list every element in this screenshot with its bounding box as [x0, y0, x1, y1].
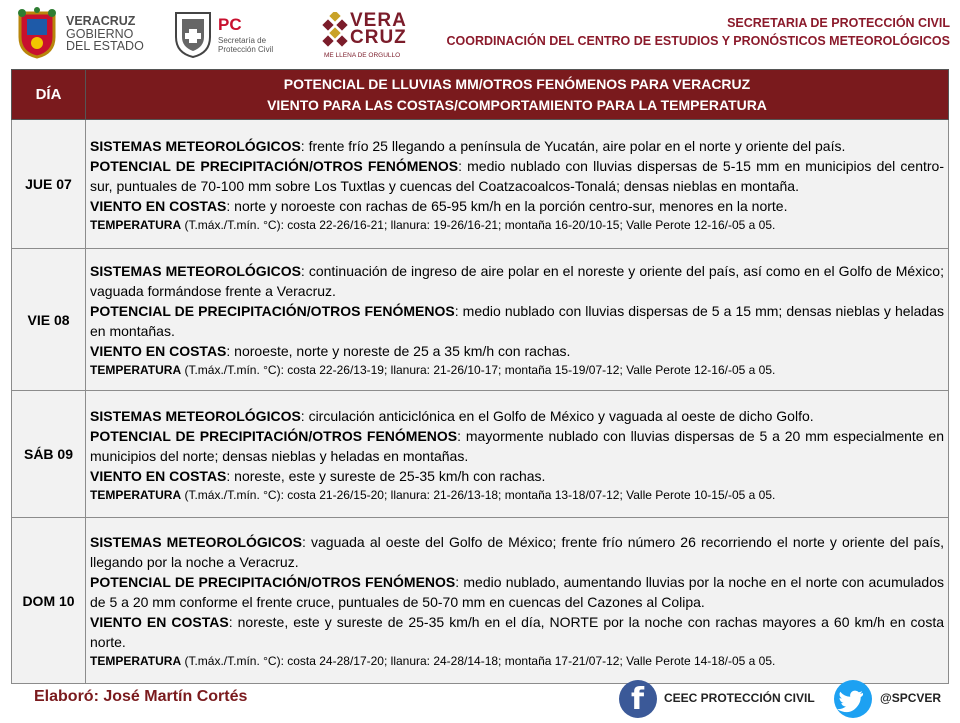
- temperatura-line: [90, 652, 944, 671]
- temperatura-line: [90, 361, 944, 380]
- org-line2: COORDINACIÓN DEL CENTRO DE ESTUDIOS Y PRONÓSTICOS METEOROLÓGICOS: [446, 34, 950, 48]
- viento-line: [90, 466, 944, 486]
- twitter-link[interactable]: @SPCVER: [880, 691, 942, 705]
- coat-of-arms-icon: [14, 7, 60, 59]
- author-credit: Elaboró: José Martín Cortés: [34, 688, 248, 705]
- temperatura-label: TEMPERATURA: [90, 487, 182, 502]
- sistemas-label: SISTEMAS METEOROLÓGICOS: [90, 263, 301, 279]
- twitter-icon[interactable]: [834, 680, 872, 718]
- day-cell: SÁB 09: [12, 391, 86, 518]
- temperatura-label: TEMPERATURA: [90, 654, 182, 668]
- day-cell: JUE 07: [12, 120, 86, 249]
- temperatura-text: (T.máx./T.mín. °C): costa 21-26/15-20; llanura: 21-26/13-18; montaña 13-18/07-12; Valle Perote 10-15/-05 a 05.: [181, 487, 776, 502]
- pc-name: Secretaría de Protección Civil: [218, 36, 274, 54]
- sistemas-label: SISTEMAS METEOROLÓGICOS: [90, 534, 303, 550]
- forecast-cell: [86, 120, 949, 249]
- forecast-cell: [86, 391, 949, 518]
- viento-label: VIENTO EN COSTAS: [90, 343, 227, 359]
- sistemas-text: : vaguada al oeste del Golfo de México; frente frío número 26 recorriendo el norte y oriente del país, llegando por la noche a Veracruz.: [90, 534, 945, 570]
- facebook-link[interactable]: CEEC PROTECCIÓN CIVIL: [664, 691, 815, 705]
- sistemas-line: [90, 406, 944, 426]
- veracruz-tagline: ME LLENA DE ORGULLO: [324, 52, 401, 59]
- viento-line: [90, 341, 944, 361]
- gobierno-veracruz-logo: [14, 7, 154, 59]
- col-header-day: DÍA: [12, 70, 86, 120]
- col-header-line2: VIENTO PARA LAS COSTAS/COMPORTAMIENTO PARA LA TEMPERATURA: [267, 96, 767, 113]
- viento-label: VIENTO EN COSTAS: [90, 614, 229, 630]
- potencial-label: POTENCIAL DE PRECIPITACIÓN/OTROS FENÓMENOS: [90, 427, 458, 444]
- potencial-text: : mayormente nublado con lluvias dispersas de 5 a 20 mm especialmente en municipios del norte; densas nieblas y heladas en montañas.: [90, 427, 944, 464]
- organization-heading: [446, 14, 950, 50]
- table-row: [12, 518, 949, 684]
- temperatura-line: [90, 216, 944, 235]
- viento-text: : noreste, este y sureste de 25-35 km/h en el día, NORTE por la noche con rachas mayores a 60 km/h en costa norte.: [90, 614, 944, 650]
- day-cell: DOM 10: [12, 518, 86, 684]
- pc-abbr: PC: [218, 15, 242, 34]
- temperatura-text: (T.máx./T.mín. °C): costa 24-28/17-20; llanura: 24-28/14-18; montaña 17-21/07-12; Valle Perote 14-18/-05 a 05.: [181, 654, 776, 668]
- veracruz-wordmark: [350, 12, 407, 46]
- forecast-table: [11, 69, 949, 684]
- table-header-row: [12, 70, 949, 120]
- temperatura-label: TEMPERATURA: [90, 363, 182, 377]
- sistemas-label: SISTEMAS METEOROLÓGICOS: [90, 407, 301, 424]
- viento-line: [90, 612, 944, 652]
- sistemas-label: SISTEMAS METEOROLÓGICOS: [90, 137, 301, 154]
- potencial-line: [90, 301, 944, 341]
- potencial-line: [90, 572, 944, 612]
- col-header-line1: POTENCIAL DE LLUVIAS MM/OTROS FENÓMENOS PARA VERACRUZ: [283, 75, 751, 92]
- sistemas-line: [90, 261, 944, 301]
- sistemas-line: [90, 136, 944, 156]
- viento-label: VIENTO EN COSTAS: [90, 197, 227, 214]
- potencial-text: : medio nublado con lluvias dispersas de 5-15 mm en municipios del centro-sur, puntuales de 70-100 mm sobre Los Tuxtlas y cuencas del Coatzacoalcos-Tonalá; densas nieblas en montaña.: [90, 157, 944, 194]
- sistemas-text: : continuación de ingreso de aire polar en el noreste y oriente del país, así como en el Golfo de México; vaguada formándose frente a Veracruz.: [90, 263, 944, 299]
- viento-text: : noroeste, norte y noreste de 25 a 35 km/h con rachas.: [226, 343, 571, 359]
- potencial-text: : medio nublado, aumentando lluvias por la noche en el norte con acumulados de 5 a 20 mm conforme el frente cruce, puntuales de 50-70 mm en cuencas del Cazones al Colipa.: [90, 574, 945, 610]
- forecast-cell: [86, 249, 949, 391]
- sistemas-line: [90, 532, 944, 572]
- viento-text: : noreste, este y sureste de 25-35 km/h con rachas.: [226, 467, 546, 484]
- veracruz-brand-icon: [322, 12, 348, 50]
- table-row: [12, 249, 949, 391]
- viento-label: VIENTO EN COSTAS: [90, 467, 227, 484]
- potencial-line: [90, 156, 944, 196]
- veracruz-brand-logo: [322, 10, 412, 62]
- page-header: [0, 0, 960, 68]
- temperatura-label: TEMPERATURA: [90, 217, 182, 232]
- gobierno-line3: DEL ESTADO: [66, 39, 144, 53]
- temperatura-text: (T.máx./T.mín. °C): costa 22-26/13-19; llanura: 21-26/10-17; montaña 15-19/07-12; Valle Perote 12-16/-05 a 05.: [181, 363, 776, 377]
- civil-protection-emblem-icon: [172, 9, 214, 59]
- potencial-label: POTENCIAL DE PRECIPITACIÓN/OTROS FENÓMENOS: [90, 157, 459, 174]
- viento-text: : norte y noroeste con rachas de 65-95 km/h en la porción centro-sur, menores en la norte.: [226, 197, 788, 214]
- potencial-label: POTENCIAL DE PRECIPITACIÓN/OTROS FENÓMENOS: [90, 303, 455, 319]
- page-footer: [0, 676, 960, 720]
- potencial-label: POTENCIAL DE PRECIPITACIÓN/OTROS FENÓMENOS: [90, 574, 456, 590]
- temperatura-line: [90, 486, 944, 505]
- veracruz-word-line1: VERA: [350, 10, 407, 31]
- potencial-line: [90, 426, 944, 466]
- forecast-cell: [86, 518, 949, 684]
- sistemas-text: : frente frío 25 llegando a península de Yucatán, aire polar en el norte y oriente del país.: [300, 137, 846, 154]
- potencial-text: : medio nublado con lluvias dispersas de 5 a 15 mm; densas nieblas y heladas en montañas.: [90, 303, 944, 339]
- day-cell: VIE 08: [12, 249, 86, 391]
- veracruz-word-line2: CRUZ: [350, 27, 407, 48]
- proteccion-civil-logo: [172, 9, 292, 61]
- sistemas-text: : circulación anticiclónica en el Golfo de México y vaguada al oeste de dicho Golfo.: [300, 407, 814, 424]
- table-row: [12, 120, 949, 249]
- gobierno-line1: VERACRUZ: [66, 14, 136, 28]
- col-header-forecast: [86, 70, 949, 120]
- gobierno-line2: GOBIERNO: [66, 26, 134, 41]
- org-line1: SECRETARIA DE PROTECCIÓN CIVIL: [727, 16, 950, 30]
- temperatura-text: (T.máx./T.mín. °C): costa 22-26/16-21; llanura: 19-26/16-21; montaña 16-20/10-15; Valle Perote 12-16/-05 a 05.: [181, 217, 776, 232]
- viento-line: [90, 196, 944, 216]
- facebook-icon[interactable]: f: [619, 680, 657, 718]
- table-row: [12, 391, 949, 518]
